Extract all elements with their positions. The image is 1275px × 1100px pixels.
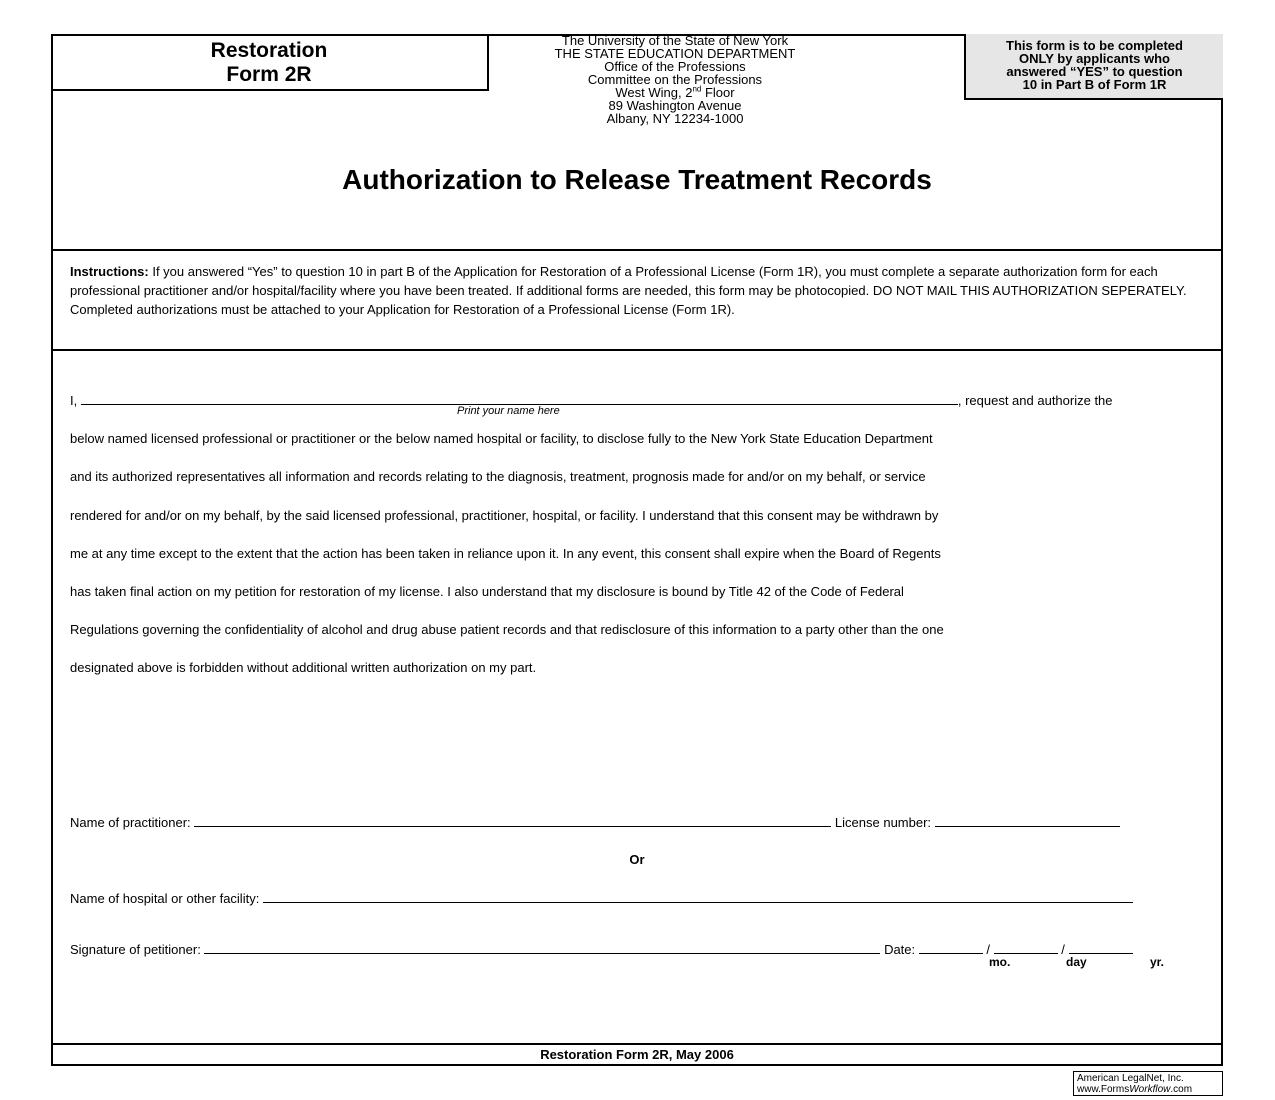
instructions-text: If you answered “Yes” to question 10 in part B of the Application for Restoration of a Professional License (Form 1R), you must complete a separate authorization form for each professional practitioner and/or hospital/facility where you have been treated. If additional forms are needed, this form may be photocopied. DO NOT MAIL THIS AUTHORIZATION SEPERATELY. Completed authorizations must be attached to your Application for Restoration of a Professional License (Form 1R). <box>70 264 1187 317</box>
license-number-field[interactable] <box>935 815 1120 827</box>
vendor-url[interactable] <box>1077 1084 1219 1095</box>
authorization-text-line: me at any time except to the extent that the action has been taken in reliance upon it. In any event, this consent shall expire when the Board of Regents <box>70 546 941 561</box>
authorization-text-line: designated above is forbidden without additional written authorization on my part. <box>70 660 537 675</box>
practitioner-label: Name of practitioner: <box>70 815 191 830</box>
signature-field[interactable] <box>204 942 880 954</box>
facility-label: Name of hospital or other facility: <box>70 891 260 906</box>
agency-header <box>490 34 860 125</box>
authorization-text-line: and its authorized representatives all information and records relating to the diagnosis, treatment, prognosis made for and/or on my behalf, or service <box>70 469 926 484</box>
notice-line: 10 in Part B of Form 1R <box>1022 77 1167 92</box>
vendor-url-part: .com <box>1170 1084 1193 1095</box>
agency-floor-suffix: Floor <box>701 85 735 100</box>
agency-line: Committee on the Professions <box>587 72 763 87</box>
facility-row <box>70 891 1133 906</box>
authorization-text-line: has taken final action on my petition for restoration of my license. I also understand that my disclosure is bound by Title 42 of the Code of Federal <box>70 584 904 599</box>
name-suffix: , request and authorize the <box>957 393 1113 408</box>
print-name-field[interactable] <box>81 393 958 405</box>
agency-line: The University of the State of New York <box>561 33 789 48</box>
vendor-name: American LegalNet, Inc. <box>1077 1073 1184 1084</box>
signature-label: Signature of petitioner: <box>70 942 201 957</box>
date-year-label: yr. <box>1150 955 1165 969</box>
agency-line: THE STATE EDUCATION DEPARTMENT <box>554 46 796 61</box>
date-year-field[interactable] <box>1069 942 1133 954</box>
name-prefix: I, <box>70 393 78 408</box>
license-number-label: License number: <box>834 815 932 830</box>
date-separator: / <box>1061 942 1065 957</box>
vendor-url-part: www.Forms <box>1077 1084 1130 1095</box>
agency-floor-sup: nd <box>692 84 702 94</box>
practitioner-name-field[interactable] <box>194 815 831 827</box>
notice-line: This form is to be completed <box>1006 38 1183 53</box>
signature-row <box>70 942 1133 957</box>
eligibility-notice <box>964 34 1223 100</box>
authorization-text-line: below named licensed professional or practitioner or the below named hospital or facility, to disclose fully to the New York State Education Department <box>70 431 933 446</box>
facility-name-field[interactable] <box>263 891 1133 903</box>
date-month-label: mo. <box>989 955 1011 969</box>
notice-line: answered “YES” to question <box>1006 64 1183 79</box>
date-day-label: day <box>1066 955 1087 969</box>
agency-line: Office of the Professions <box>604 59 746 74</box>
form-id-box <box>51 34 489 91</box>
name-line <box>70 393 1113 408</box>
divider <box>51 249 1223 251</box>
practitioner-row <box>70 815 1120 830</box>
divider <box>51 1043 1223 1045</box>
or-separator: Or <box>629 852 645 867</box>
vendor-url-part: Workflow <box>1129 1084 1171 1095</box>
agency-floor-text: West Wing, 2 <box>615 85 693 100</box>
instructions-label: Instructions: <box>70 264 149 279</box>
print-name-hint: Print your name here <box>457 405 560 417</box>
date-month-field[interactable] <box>919 942 983 954</box>
date-label: Date: <box>884 942 916 957</box>
divider <box>51 349 1223 351</box>
notice-line: ONLY by applicants who <box>1019 51 1170 66</box>
authorization-text-line: Regulations governing the confidentiality of alcohol and drug abuse patient records and that redisclosure of this information to a party other than the one <box>70 622 944 637</box>
date-day-field[interactable] <box>994 942 1058 954</box>
form-footer: Restoration Form 2R, May 2006 <box>540 1047 734 1062</box>
date-separator: / <box>986 942 991 957</box>
agency-line: Albany, NY 12234-1000 <box>606 111 744 126</box>
authorization-text-line: rendered for and/or on my behalf, by the said licensed professional, practitioner, hospital, or facility. I understand that this consent may be withdrawn by <box>70 508 939 523</box>
page-title: Authorization to Release Treatment Records <box>342 164 932 195</box>
form-id-line2: Form 2R <box>226 63 312 86</box>
form-id-line1: Restoration <box>210 39 328 62</box>
agency-line: 89 Washington Avenue <box>608 98 742 113</box>
vendor-stamp <box>1073 1071 1223 1096</box>
instructions <box>70 262 1205 319</box>
